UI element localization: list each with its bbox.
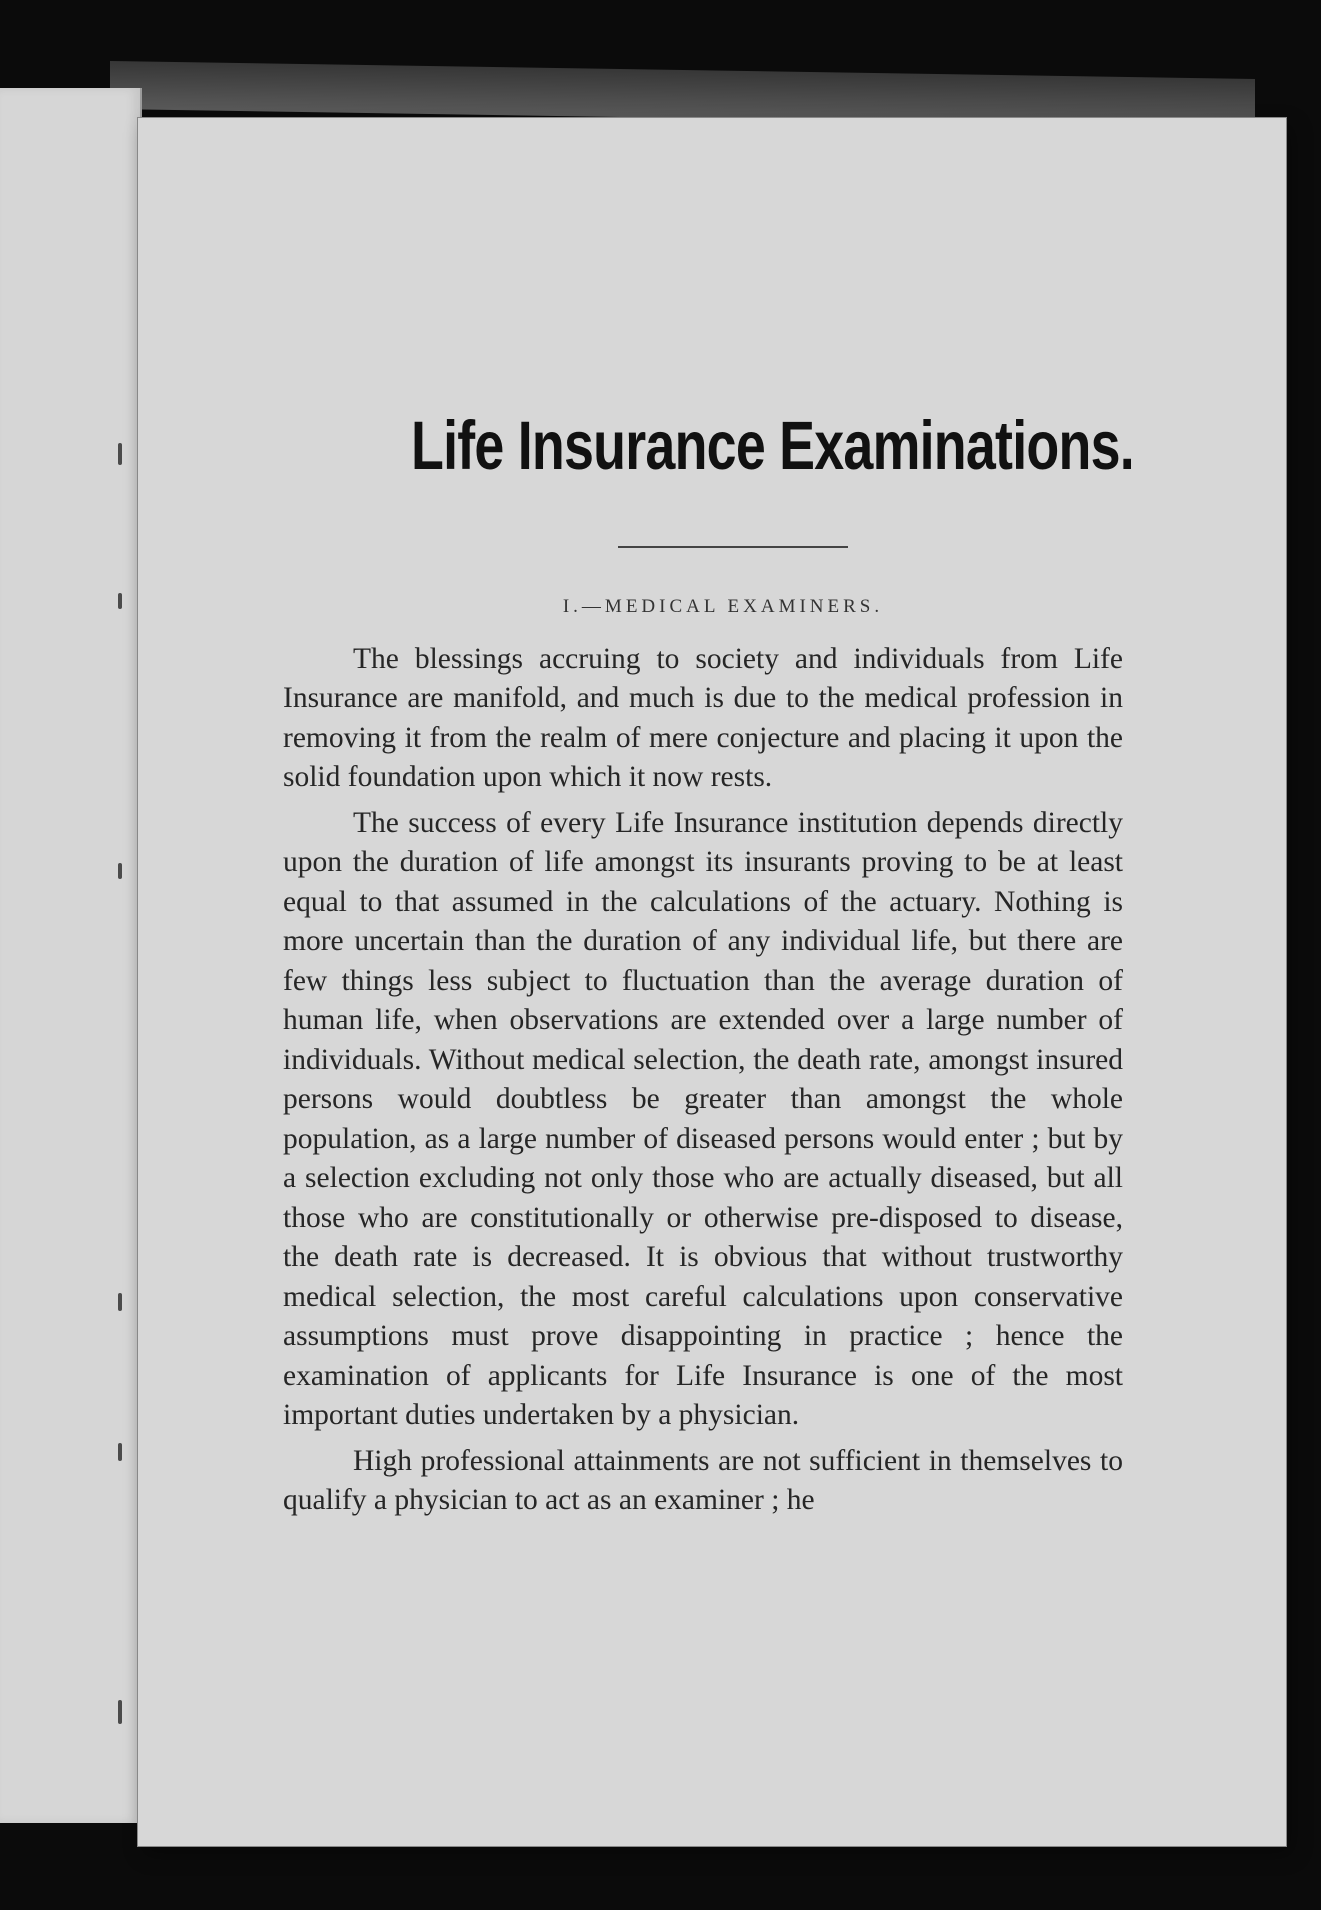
page-title: Life Insurance Examinations. xyxy=(411,407,1134,484)
book-page xyxy=(138,118,1286,1846)
binding-mark xyxy=(118,1700,122,1724)
binding-mark xyxy=(118,863,122,879)
paragraph: The blessings accruing to society and individuals from Life Insurance are manifold, and much is due to the medical profession in removing it from the realm of mere conjecture and placing it upon the solid foundation upon which it now rests. xyxy=(283,642,1123,794)
title-divider xyxy=(618,546,848,548)
page-content xyxy=(283,407,1134,1527)
section-heading: I.—MEDICAL EXAMINERS. xyxy=(562,595,884,617)
binding-mark xyxy=(118,443,122,465)
body-text xyxy=(283,640,1123,1521)
paragraph: High professional attainments are not sufficient in themselves to qualify a physician to act as an examiner ; he xyxy=(283,1444,1123,1517)
binding-mark xyxy=(118,1443,122,1461)
binding-mark xyxy=(118,593,122,609)
paragraph: The success of every Life Insurance institution depends directly upon the duration of life amongst its insurants proving to be at least equal to that assumed in the calculations of the actuary. Nothing is more uncertain than the duration of any individual life, but there are few things less subject to fluctuation than the average duration of human life, when observations are extended over a large number of individuals. Without medical selection, the death rate, amongst insured persons would doubtless be greater than amongst the whole population, as a large number of diseased persons would enter ; but by a selection excluding not only those who are actually diseased, but all those who are constitutionally or otherwise pre-disposed to disease, the death rate is decreased. It is obvious that without trustworthy medical selection, the most careful calculations upon conservative assumptions must prove disappointing in practice ; hence the examination of applicants for Life Insurance is one of the most important duties undertaken by a physician. xyxy=(283,806,1123,1432)
binding-mark xyxy=(118,1293,122,1311)
facing-page-edge xyxy=(0,88,142,1823)
